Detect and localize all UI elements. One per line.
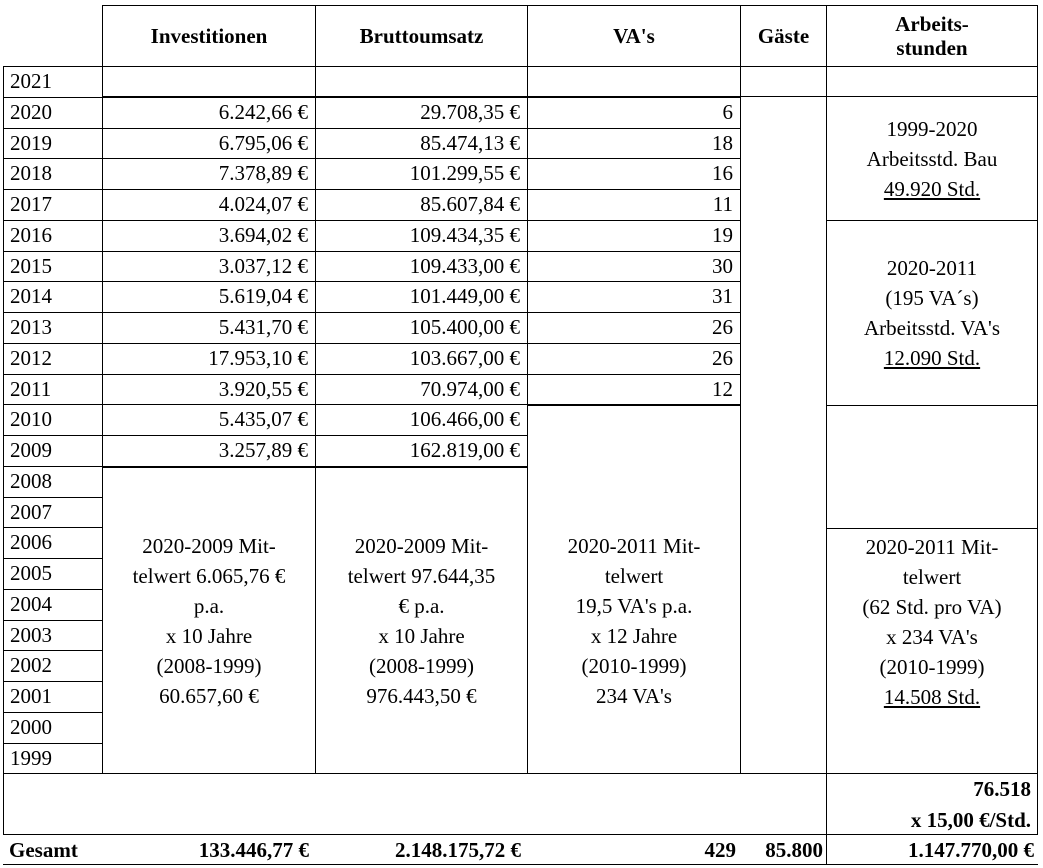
year-cell: 2017 xyxy=(3,189,103,221)
arbeitsstunden-va-block: 2020-2011 (195 VA´s) Arbeitsstd. VA's 12.090 Std. xyxy=(826,220,1038,406)
data-table xyxy=(3,5,1038,865)
summary-empty-cell xyxy=(3,773,827,835)
investitionen-cell: 3.694,02 € xyxy=(102,220,316,252)
year-cell: 2005 xyxy=(3,558,103,590)
total-gaeste: 85.800 xyxy=(765,838,823,862)
empty-cell xyxy=(527,66,741,97)
gaeste-merged-cell xyxy=(740,96,827,774)
empty-cell xyxy=(740,66,827,97)
bruttoumsatz-mean-block: 2020-2009 Mit- telwert 97.644,35 € p.a. x 10 Jahre (2008-1999) 976.443,50 € xyxy=(315,467,528,774)
investitionen-cell: 6.795,06 € xyxy=(102,128,316,159)
header-gaeste: Gäste xyxy=(740,5,827,67)
year-cell: 2000 xyxy=(3,712,103,744)
year-cell: 2021 xyxy=(3,66,103,98)
year-cell: 1999 xyxy=(3,743,103,774)
year-cell: 2010 xyxy=(3,404,103,436)
bruttoumsatz-cell: 85.607,84 € xyxy=(315,189,528,221)
header-vas: VA's xyxy=(527,5,741,67)
investitionen-cell: 3.257,89 € xyxy=(102,435,316,467)
summary-hours-cell xyxy=(826,773,1038,835)
arbeitsstunden-empty-block xyxy=(826,405,1038,529)
vas-cell: 6 xyxy=(527,97,741,129)
year-cell: 2004 xyxy=(3,589,103,621)
arbeitsstunden-mean-block: 2020-2011 Mit- telwert (62 Std. pro VA) x 234 VA's (2010-1999) 14.508 Std. xyxy=(826,528,1038,774)
summary-rate: x 15,00 €/Std. xyxy=(910,808,1031,832)
bruttoumsatz-cell: 103.667,00 € xyxy=(315,343,528,375)
year-cell: 2013 xyxy=(3,312,103,344)
vas-cell: 19 xyxy=(527,220,741,252)
total-bruttoumsatz: 2.148.175,72 € xyxy=(395,838,521,862)
investitionen-cell: 5.619,04 € xyxy=(102,281,316,313)
vas-cell: 12 xyxy=(527,374,741,405)
year-cell: 2003 xyxy=(3,620,103,651)
bruttoumsatz-cell: 109.433,00 € xyxy=(315,251,528,282)
bruttoumsatz-cell: 106.466,00 € xyxy=(315,404,528,436)
totals-divider xyxy=(826,834,827,865)
totals-line-top xyxy=(3,834,1038,835)
investitionen-cell: 5.435,07 € xyxy=(102,404,316,436)
summary-hours: 76.518 xyxy=(973,777,1031,801)
empty-cell xyxy=(102,66,316,97)
vas-cell: 16 xyxy=(527,158,741,190)
bruttoumsatz-cell: 162.819,00 € xyxy=(315,435,528,467)
investitionen-mean-block: 2020-2009 Mit- telwert 6.065,76 € p.a. x 10 Jahre (2008-1999) 60.657,60 € xyxy=(102,467,316,774)
investitionen-cell: 3.037,12 € xyxy=(102,251,316,282)
year-cell: 2011 xyxy=(3,374,103,405)
vas-cell: 31 xyxy=(527,281,741,313)
year-cell: 2001 xyxy=(3,681,103,713)
total-investitionen: 133.446,77 € xyxy=(198,838,309,862)
header-investitionen: Investitionen xyxy=(102,5,316,67)
year-cell: 2020 xyxy=(3,97,103,129)
total-label: Gesamt xyxy=(9,838,78,862)
bruttoumsatz-cell: 70.974,00 € xyxy=(315,374,528,405)
year-cell: 2006 xyxy=(3,527,103,559)
year-cell: 2016 xyxy=(3,220,103,252)
year-cell: 2009 xyxy=(3,435,103,467)
year-cell: 2002 xyxy=(3,650,103,682)
vas-cell: 26 xyxy=(527,343,741,375)
vas-mean-block: 2020-2011 Mit- telwert 19,5 VA's p.a. x 12 Jahre (2010-1999) 234 VA's xyxy=(527,405,741,774)
vas-cell: 11 xyxy=(527,189,741,221)
investitionen-cell: 6.242,66 € xyxy=(102,97,316,129)
year-cell: 2015 xyxy=(3,251,103,282)
bruttoumsatz-cell: 85.474,13 € xyxy=(315,128,528,159)
investitionen-cell: 5.431,70 € xyxy=(102,312,316,344)
empty-cell xyxy=(826,66,1038,97)
vas-cell: 26 xyxy=(527,312,741,344)
year-cell: 2007 xyxy=(3,497,103,528)
total-arbeit: 1.147.770,00 € xyxy=(908,838,1034,862)
year-cell: 2012 xyxy=(3,343,103,375)
bruttoumsatz-cell: 105.400,00 € xyxy=(315,312,528,344)
year-cell: 2019 xyxy=(3,128,103,159)
vas-cell: 18 xyxy=(527,128,741,159)
header-bruttoumsatz: Bruttoumsatz xyxy=(315,5,528,67)
vas-cell: 30 xyxy=(527,251,741,282)
investitionen-cell: 3.920,55 € xyxy=(102,374,316,405)
year-cell: 2008 xyxy=(3,466,103,498)
bruttoumsatz-cell: 101.449,00 € xyxy=(315,281,528,313)
year-cell: 2018 xyxy=(3,158,103,190)
year-cell: 2014 xyxy=(3,281,103,313)
totals-line-bottom xyxy=(3,864,1038,865)
header-arbeitsstunden: Arbeits- stunden xyxy=(826,5,1038,67)
bruttoumsatz-cell: 109.434,35 € xyxy=(315,220,528,252)
arbeitsstunden-bau-block: 1999-2020 Arbeitsstd. Bau 49.920 Std. xyxy=(826,96,1038,221)
bruttoumsatz-cell: 101.299,55 € xyxy=(315,158,528,190)
investitionen-cell: 7.378,89 € xyxy=(102,158,316,190)
empty-cell xyxy=(315,66,528,97)
total-vas: 429 xyxy=(704,838,736,862)
bruttoumsatz-cell: 29.708,35 € xyxy=(315,97,528,129)
investitionen-cell: 4.024,07 € xyxy=(102,189,316,221)
investitionen-cell: 17.953,10 € xyxy=(102,343,316,375)
